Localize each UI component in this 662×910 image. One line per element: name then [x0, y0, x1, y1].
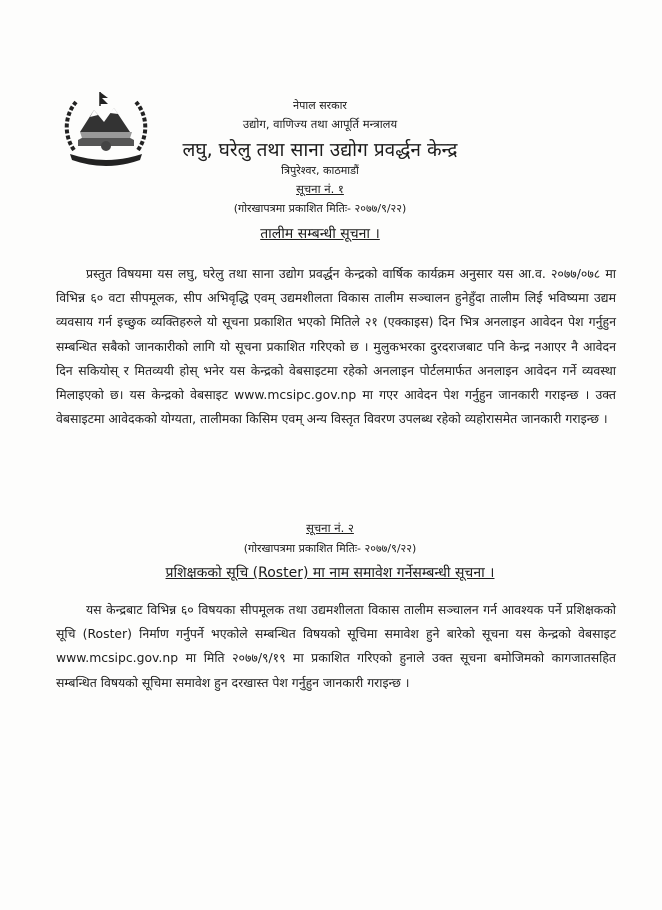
- notice-paragraph: प्रस्तुत विषयमा यस लघु, घरेलु तथा साना उद्योग प्रवर्द्धन केन्द्रको वार्षिक कार्यक्रम अनुसार यस आ.व. २०७७/०७८ मा विभिन्न ६० वटा सीपमूलक, सीप अभिवृद्धि एवम् उद्यमशीलता विकास तालीम सञ्चालन हुनेहुँदा तालीम लिई भविष्यमा उद्यम व्यवसाय गर्न इच्छुक व्यक्तिहरुले यो सूचना प्रकाशित भएको मितिले २१ (एक्काइस) दिन भित्र अनलाइन आवेदन पेश गर्नुहुन सम्बन्धित सबैको जानकारीको लागि यो सूचना प्रकाशित गरिएको छ । मुलुकभरका दुरदराजबाट पनि केन्द्र नआएर नै आवेदन दिन सकियोस् र मितव्ययी होस् भनेर यस केन्द्रको वेबसाइटमा रहेको अनलाइन पोर्टलमार्फत अनलाइन आवेदन गर्ने व्यवस्था मिलाइएको छ। यस केन्द्रको वेबसाइट www.mcsipc.gov.np मा गएर आवेदन पेश गर्नुहुन जानकारी गराइन्छ । उक्त वेबसाइटमा आवेदकको योग्यता, तालीमका किसिम एवम् अन्य विस्तृत विवरण उपलब्ध रहेको व्यहोरासमेत जानकारी गराइन्छ ।: [56, 266, 616, 427]
- notice-number: सूचना नं. १: [296, 182, 344, 196]
- notice-number-2: सूचना नं. २: [306, 521, 354, 535]
- published-date: (गोरखापत्रमा प्रकाशित मितिः- २०७७/९/२२): [233, 202, 407, 215]
- notice-paragraph-2: यस केन्द्रबाट विभिन्न ६० विषयका सीपमूलक तथा उद्यमशीलता विकास तालीम सञ्चालन गर्न आवश्यक पर्ने प्रशिक्षकको सूचि (Roster) निर्माण गर्नुपर्ने भएकोले सम्बन्धित विषयको सूचिमा समावेश हुने बारेको सूचना यस केन्द्रको वेबसाइट www.mcsipc.gov.np मा मिति २०७७/९/१९ मा प्रकाशित गरिएको हुनाले उक्त सूचना बमोजिमको कागजातसहित सम्बन्धित विषयको सूचिमा समावेश हुन दरखास्त पेश गर्नुहुन जानकारी गराइन्छ ।: [56, 602, 616, 690]
- published-date-2: (गोरखापत्रमा प्रकाशित मितिः- २०७७/९/२२): [243, 542, 417, 555]
- ministry-name: उद्योग, वाणिज्य तथा आपूर्ति मन्त्रालय: [242, 117, 398, 131]
- notice-subject-2: प्रशिक्षकको सूचि (Roster) मा नाम समावेश गर्नेसम्बन्धी सूचना ।: [165, 565, 495, 581]
- government-name: नेपाल सरकार: [293, 99, 347, 112]
- nepal-government-emblem-icon: [60, 88, 152, 168]
- office-name: लघु, घरेलु तथा साना उद्योग प्रवर्द्धन केन्द्र: [182, 139, 458, 161]
- notice-subject: तालीम सम्बन्धी सूचना ।: [260, 226, 380, 242]
- office-address: त्रिपुरेश्वर, काठमाडौं: [281, 164, 359, 177]
